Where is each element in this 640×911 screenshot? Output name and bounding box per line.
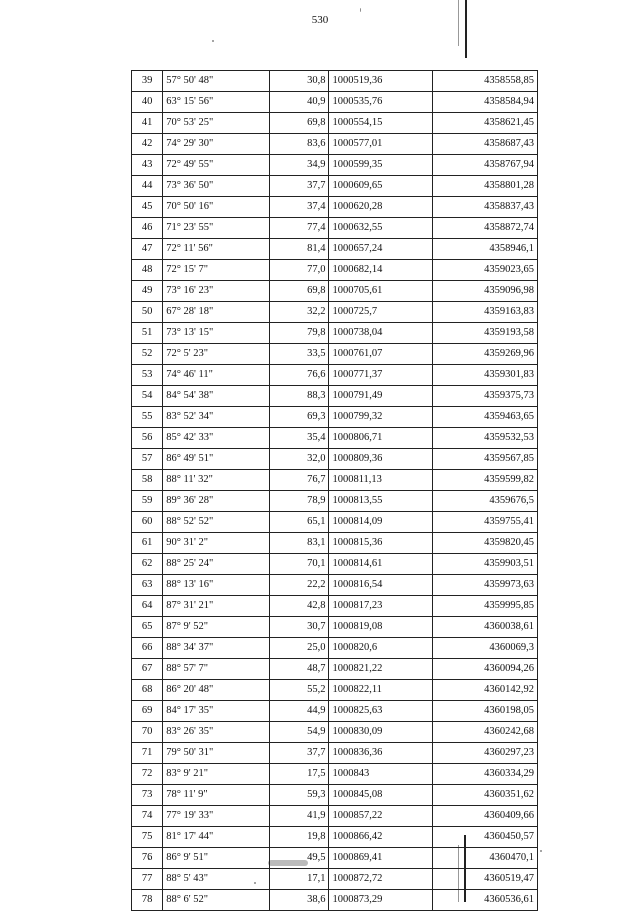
distance-cell: 38,6 xyxy=(270,890,329,911)
angle-cell: 67° 28' 18" xyxy=(163,302,270,323)
point-number-cell: 55 xyxy=(132,407,163,428)
angle-cell: 88° 6' 52" xyxy=(163,890,270,911)
x-coordinate-cell: 1000815,36 xyxy=(329,533,433,554)
x-coordinate-cell: 1000577,01 xyxy=(329,134,433,155)
y-coordinate-cell: 4359193,58 xyxy=(433,323,538,344)
x-coordinate-cell: 1000836,36 xyxy=(329,743,433,764)
distance-cell: 69,8 xyxy=(270,281,329,302)
distance-cell: 83,6 xyxy=(270,134,329,155)
angle-cell: 89° 36' 28" xyxy=(163,491,270,512)
angle-cell: 73° 36' 50" xyxy=(163,176,270,197)
point-number-cell: 53 xyxy=(132,365,163,386)
angle-cell: 88° 25' 24" xyxy=(163,554,270,575)
y-coordinate-cell: 4359375,73 xyxy=(433,386,538,407)
table-row xyxy=(132,344,538,365)
angle-cell: 70° 53' 25" xyxy=(163,113,270,134)
y-coordinate-cell: 4358946,1 xyxy=(433,239,538,260)
point-number-cell: 41 xyxy=(132,113,163,134)
x-coordinate-cell: 1000620,28 xyxy=(329,197,433,218)
x-coordinate-cell: 1000705,61 xyxy=(329,281,433,302)
y-coordinate-cell: 4360351,62 xyxy=(433,785,538,806)
y-coordinate-cell: 4360069,3 xyxy=(433,638,538,659)
x-coordinate-cell: 1000872,72 xyxy=(329,869,433,890)
distance-cell: 69,8 xyxy=(270,113,329,134)
point-number-cell: 48 xyxy=(132,260,163,281)
distance-cell: 48,7 xyxy=(270,659,329,680)
y-coordinate-cell: 4360038,61 xyxy=(433,617,538,638)
table-row xyxy=(132,302,538,323)
point-number-cell: 67 xyxy=(132,659,163,680)
angle-cell: 81° 17' 44" xyxy=(163,827,270,848)
distance-cell: 77,4 xyxy=(270,218,329,239)
distance-cell: 70,1 xyxy=(270,554,329,575)
point-number-cell: 69 xyxy=(132,701,163,722)
y-coordinate-cell: 4359023,65 xyxy=(433,260,538,281)
point-number-cell: 65 xyxy=(132,617,163,638)
table-row xyxy=(132,176,538,197)
x-coordinate-cell: 1000825,63 xyxy=(329,701,433,722)
point-number-cell: 61 xyxy=(132,533,163,554)
angle-cell: 86° 20' 48" xyxy=(163,680,270,701)
point-number-cell: 49 xyxy=(132,281,163,302)
table-row xyxy=(132,554,538,575)
table-row xyxy=(132,239,538,260)
y-coordinate-cell: 4358687,43 xyxy=(433,134,538,155)
distance-cell: 83,1 xyxy=(270,533,329,554)
x-coordinate-cell: 1000822,11 xyxy=(329,680,433,701)
table-row xyxy=(132,113,538,134)
angle-cell: 85° 42' 33" xyxy=(163,428,270,449)
point-number-cell: 57 xyxy=(132,449,163,470)
table-row xyxy=(132,365,538,386)
y-coordinate-cell: 4358837,43 xyxy=(433,197,538,218)
angle-cell: 63° 15' 56" xyxy=(163,92,270,113)
x-coordinate-cell: 1000811,13 xyxy=(329,470,433,491)
table-row xyxy=(132,428,538,449)
angle-cell: 88° 5' 43" xyxy=(163,869,270,890)
distance-cell: 78,9 xyxy=(270,491,329,512)
point-number-cell: 47 xyxy=(132,239,163,260)
point-number-cell: 70 xyxy=(132,722,163,743)
distance-cell: 59,3 xyxy=(270,785,329,806)
y-coordinate-cell: 4358621,45 xyxy=(433,113,538,134)
point-number-cell: 78 xyxy=(132,890,163,911)
y-coordinate-cell: 4359820,45 xyxy=(433,533,538,554)
table-row xyxy=(132,491,538,512)
y-coordinate-cell: 4359676,5 xyxy=(433,491,538,512)
table-row xyxy=(132,449,538,470)
x-coordinate-cell: 1000799,32 xyxy=(329,407,433,428)
table-row xyxy=(132,869,538,890)
point-number-cell: 66 xyxy=(132,638,163,659)
point-number-cell: 42 xyxy=(132,134,163,155)
angle-cell: 83° 9' 21" xyxy=(163,764,270,785)
y-coordinate-cell: 4358767,94 xyxy=(433,155,538,176)
x-coordinate-cell: 1000682,14 xyxy=(329,260,433,281)
x-coordinate-cell: 1000814,61 xyxy=(329,554,433,575)
point-number-cell: 46 xyxy=(132,218,163,239)
angle-cell: 88° 57' 7" xyxy=(163,659,270,680)
table-row xyxy=(132,806,538,827)
distance-cell: 79,8 xyxy=(270,323,329,344)
table-row xyxy=(132,323,538,344)
angle-cell: 72° 49' 55" xyxy=(163,155,270,176)
coordinates-table xyxy=(131,70,538,911)
x-coordinate-cell: 1000738,04 xyxy=(329,323,433,344)
table-row xyxy=(132,722,538,743)
table-row xyxy=(132,827,538,848)
x-coordinate-cell: 1000632,55 xyxy=(329,218,433,239)
x-coordinate-cell: 1000817,23 xyxy=(329,596,433,617)
angle-cell: 87° 31' 21" xyxy=(163,596,270,617)
point-number-cell: 54 xyxy=(132,386,163,407)
table-row xyxy=(132,617,538,638)
angle-cell: 88° 34' 37" xyxy=(163,638,270,659)
x-coordinate-cell: 1000857,22 xyxy=(329,806,433,827)
x-coordinate-cell: 1000814,09 xyxy=(329,512,433,533)
distance-cell: 49,5 xyxy=(270,848,329,869)
distance-cell: 17,5 xyxy=(270,764,329,785)
point-number-cell: 60 xyxy=(132,512,163,533)
distance-cell: 37,7 xyxy=(270,743,329,764)
y-coordinate-cell: 4359463,65 xyxy=(433,407,538,428)
point-number-cell: 62 xyxy=(132,554,163,575)
y-coordinate-cell: 4358584,94 xyxy=(433,92,538,113)
point-number-cell: 68 xyxy=(132,680,163,701)
point-number-cell: 58 xyxy=(132,470,163,491)
distance-cell: 32,0 xyxy=(270,449,329,470)
y-coordinate-cell: 4358801,28 xyxy=(433,176,538,197)
y-coordinate-cell: 4360536,61 xyxy=(433,890,538,911)
table-row xyxy=(132,764,538,785)
x-coordinate-cell: 1000820,6 xyxy=(329,638,433,659)
x-coordinate-cell: 1000599,35 xyxy=(329,155,433,176)
distance-cell: 76,7 xyxy=(270,470,329,491)
distance-cell: 55,2 xyxy=(270,680,329,701)
angle-cell: 78° 11' 9" xyxy=(163,785,270,806)
table-row xyxy=(132,71,538,92)
x-coordinate-cell: 1000554,15 xyxy=(329,113,433,134)
distance-cell: 35,4 xyxy=(270,428,329,449)
angle-cell: 73° 16' 23" xyxy=(163,281,270,302)
x-coordinate-cell: 1000816,54 xyxy=(329,575,433,596)
y-coordinate-cell: 4360409,66 xyxy=(433,806,538,827)
y-coordinate-cell: 4359163,83 xyxy=(433,302,538,323)
distance-cell: 40,9 xyxy=(270,92,329,113)
y-coordinate-cell: 4359532,53 xyxy=(433,428,538,449)
angle-cell: 79° 50' 31" xyxy=(163,743,270,764)
distance-cell: 88,3 xyxy=(270,386,329,407)
y-coordinate-cell: 4360334,29 xyxy=(433,764,538,785)
angle-cell: 71° 23' 55" xyxy=(163,218,270,239)
point-number-cell: 64 xyxy=(132,596,163,617)
point-number-cell: 52 xyxy=(132,344,163,365)
distance-cell: 30,8 xyxy=(270,71,329,92)
table-row xyxy=(132,596,538,617)
x-coordinate-cell: 1000657,24 xyxy=(329,239,433,260)
table-row xyxy=(132,848,538,869)
y-coordinate-cell: 4360297,23 xyxy=(433,743,538,764)
table-row xyxy=(132,386,538,407)
angle-cell: 90° 31' 2" xyxy=(163,533,270,554)
angle-cell: 86° 9' 51" xyxy=(163,848,270,869)
distance-cell: 22,2 xyxy=(270,575,329,596)
scan-binder-mark-top-thin xyxy=(458,0,459,46)
x-coordinate-cell: 1000806,71 xyxy=(329,428,433,449)
y-coordinate-cell: 4360470,1 xyxy=(433,848,538,869)
y-coordinate-cell: 4359755,41 xyxy=(433,512,538,533)
x-coordinate-cell: 1000845,08 xyxy=(329,785,433,806)
point-number-cell: 50 xyxy=(132,302,163,323)
scan-speck xyxy=(212,40,214,42)
x-coordinate-cell: 1000519,36 xyxy=(329,71,433,92)
scan-speck xyxy=(360,8,361,12)
distance-cell: 65,1 xyxy=(270,512,329,533)
angle-cell: 77° 19' 33" xyxy=(163,806,270,827)
angle-cell: 83° 26' 35" xyxy=(163,722,270,743)
table-row xyxy=(132,890,538,911)
distance-cell: 69,3 xyxy=(270,407,329,428)
angle-cell: 73° 13' 15" xyxy=(163,323,270,344)
distance-cell: 32,2 xyxy=(270,302,329,323)
angle-cell: 57° 50' 48" xyxy=(163,71,270,92)
table-row xyxy=(132,134,538,155)
angle-cell: 72° 5' 23" xyxy=(163,344,270,365)
table-row xyxy=(132,218,538,239)
distance-cell: 25,0 xyxy=(270,638,329,659)
angle-cell: 87° 9' 52" xyxy=(163,617,270,638)
table-row xyxy=(132,638,538,659)
y-coordinate-cell: 4359269,96 xyxy=(433,344,538,365)
y-coordinate-cell: 4360094,26 xyxy=(433,659,538,680)
x-coordinate-cell: 1000609,65 xyxy=(329,176,433,197)
angle-cell: 70° 50' 16" xyxy=(163,197,270,218)
x-coordinate-cell: 1000843 xyxy=(329,764,433,785)
y-coordinate-cell: 4359567,85 xyxy=(433,449,538,470)
x-coordinate-cell: 1000761,07 xyxy=(329,344,433,365)
point-number-cell: 40 xyxy=(132,92,163,113)
angle-cell: 88° 11' 32" xyxy=(163,470,270,491)
point-number-cell: 74 xyxy=(132,806,163,827)
point-number-cell: 43 xyxy=(132,155,163,176)
point-number-cell: 59 xyxy=(132,491,163,512)
table-row xyxy=(132,155,538,176)
distance-cell: 77,0 xyxy=(270,260,329,281)
point-number-cell: 56 xyxy=(132,428,163,449)
point-number-cell: 76 xyxy=(132,848,163,869)
angle-cell: 72° 15' 7" xyxy=(163,260,270,281)
table-row xyxy=(132,659,538,680)
y-coordinate-cell: 4359599,82 xyxy=(433,470,538,491)
x-coordinate-cell: 1000873,29 xyxy=(329,890,433,911)
distance-cell: 37,4 xyxy=(270,197,329,218)
x-coordinate-cell: 1000813,55 xyxy=(329,491,433,512)
table-row xyxy=(132,92,538,113)
x-coordinate-cell: 1000725,7 xyxy=(329,302,433,323)
table-row xyxy=(132,281,538,302)
point-number-cell: 75 xyxy=(132,827,163,848)
angle-cell: 86° 49' 51" xyxy=(163,449,270,470)
angle-cell: 72° 11' 56" xyxy=(163,239,270,260)
distance-cell: 41,9 xyxy=(270,806,329,827)
point-number-cell: 63 xyxy=(132,575,163,596)
y-coordinate-cell: 4360450,57 xyxy=(433,827,538,848)
angle-cell: 74° 46' 11" xyxy=(163,365,270,386)
x-coordinate-cell: 1000771,37 xyxy=(329,365,433,386)
x-coordinate-cell: 1000809,36 xyxy=(329,449,433,470)
angle-cell: 84° 54' 38" xyxy=(163,386,270,407)
x-coordinate-cell: 1000830,09 xyxy=(329,722,433,743)
distance-cell: 76,6 xyxy=(270,365,329,386)
angle-cell: 88° 13' 16" xyxy=(163,575,270,596)
y-coordinate-cell: 4360142,92 xyxy=(433,680,538,701)
table-row xyxy=(132,512,538,533)
angle-cell: 84° 17' 35" xyxy=(163,701,270,722)
x-coordinate-cell: 1000869,41 xyxy=(329,848,433,869)
table-row xyxy=(132,743,538,764)
point-number-cell: 39 xyxy=(132,71,163,92)
x-coordinate-cell: 1000821,22 xyxy=(329,659,433,680)
x-coordinate-cell: 1000866,42 xyxy=(329,827,433,848)
y-coordinate-cell: 4358558,85 xyxy=(433,71,538,92)
distance-cell: 30,7 xyxy=(270,617,329,638)
y-coordinate-cell: 4360198,05 xyxy=(433,701,538,722)
x-coordinate-cell: 1000535,76 xyxy=(329,92,433,113)
x-coordinate-cell: 1000819,08 xyxy=(329,617,433,638)
distance-cell: 54,9 xyxy=(270,722,329,743)
distance-cell: 81,4 xyxy=(270,239,329,260)
point-number-cell: 45 xyxy=(132,197,163,218)
table-row xyxy=(132,260,538,281)
distance-cell: 44,9 xyxy=(270,701,329,722)
table-row xyxy=(132,701,538,722)
table-row xyxy=(132,407,538,428)
distance-cell: 42,8 xyxy=(270,596,329,617)
y-coordinate-cell: 4359096,98 xyxy=(433,281,538,302)
distance-cell: 17,1 xyxy=(270,869,329,890)
y-coordinate-cell: 4359973,63 xyxy=(433,575,538,596)
table-row xyxy=(132,533,538,554)
angle-cell: 74° 29' 30" xyxy=(163,134,270,155)
y-coordinate-cell: 4359995,85 xyxy=(433,596,538,617)
table-row xyxy=(132,197,538,218)
point-number-cell: 77 xyxy=(132,869,163,890)
y-coordinate-cell: 4359903,51 xyxy=(433,554,538,575)
table-row xyxy=(132,680,538,701)
distance-cell: 34,9 xyxy=(270,155,329,176)
scan-binder-mark-top xyxy=(465,0,467,58)
y-coordinate-cell: 4360519,47 xyxy=(433,869,538,890)
point-number-cell: 73 xyxy=(132,785,163,806)
scan-speck xyxy=(540,850,542,852)
point-number-cell: 71 xyxy=(132,743,163,764)
table-row xyxy=(132,785,538,806)
distance-cell: 33,5 xyxy=(270,344,329,365)
page-number: 530 xyxy=(311,14,329,26)
y-coordinate-cell: 4358872,74 xyxy=(433,218,538,239)
distance-cell: 37,7 xyxy=(270,176,329,197)
point-number-cell: 72 xyxy=(132,764,163,785)
table-row xyxy=(132,575,538,596)
x-coordinate-cell: 1000791,49 xyxy=(329,386,433,407)
point-number-cell: 51 xyxy=(132,323,163,344)
y-coordinate-cell: 4359301,83 xyxy=(433,365,538,386)
y-coordinate-cell: 4360242,68 xyxy=(433,722,538,743)
point-number-cell: 44 xyxy=(132,176,163,197)
table-row xyxy=(132,470,538,491)
angle-cell: 83° 52' 34" xyxy=(163,407,270,428)
distance-cell: 19,8 xyxy=(270,827,329,848)
coordinates-table-body xyxy=(132,71,538,911)
angle-cell: 88° 52' 52" xyxy=(163,512,270,533)
